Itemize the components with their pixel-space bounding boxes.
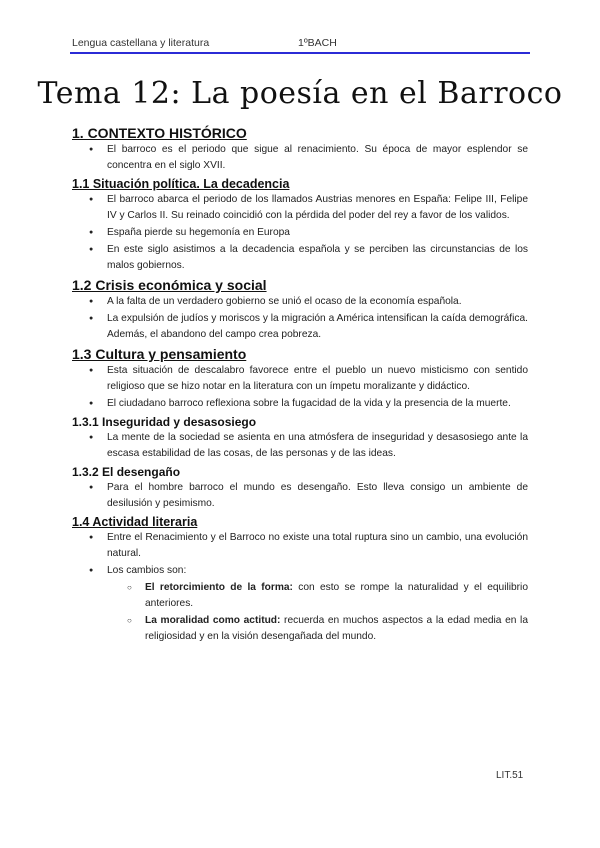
sublist-item [107, 613, 528, 645]
list-item: ● En este siglo asistimos a la decadencia española y se perciben las circunstancias de los malos gobiernos. [72, 242, 528, 274]
page-title: Tema 12: La poesía en el Barroco [37, 76, 563, 111]
heading-desengano: 1.3.2 El desengaño [72, 465, 181, 479]
heading-cultura-pensamiento: 1.3 Cultura y pensamiento [72, 346, 247, 362]
list-inseguridad [72, 430, 528, 462]
heading-inseguridad: 1.3.1 Inseguridad y desasosiego [72, 415, 257, 429]
sublist-term: La moralidad como actitud: [145, 615, 281, 626]
header-subject: Lengua castellana y literatura [72, 37, 210, 49]
page-number: LIT.51 [496, 770, 524, 781]
document-body [72, 124, 528, 646]
list-item-text: Los cambios son: [107, 565, 187, 576]
list-item: ● España pierde su hegemonía en Europa [72, 225, 528, 241]
list-item: ● A la falta de un verdadero gobierno se unió el ocaso de la economía española. [72, 294, 528, 310]
list-item: ● Entre el Renacimiento y el Barroco no existe una total ruptura sino un cambio, una evolución natural. [72, 530, 528, 562]
list-item: ● El barroco es el periodo que sigue al renacimiento. Su época de mayor esplendor se concentra en el siglo XVII. [72, 142, 528, 174]
list-desengano [72, 480, 528, 512]
list-item: ● Esta situación de descalabro favorece entre el pueblo un nuevo misticismo con sentido religioso que se hizo notar en la literatura con un ímpetu moralizante y didáctico. [72, 363, 528, 395]
list-item: ● La mente de la sociedad se asienta en una atmósfera de inseguridad y desasosiego ante la escasa estabilidad de las cosas, de las personas y de las ideas. [72, 430, 528, 462]
list-actividad-literaria [72, 530, 528, 645]
heading-actividad-literaria: 1.4 Actividad literaria [72, 515, 198, 529]
sublist-item [107, 580, 528, 612]
header-rule [70, 52, 530, 54]
sublist-text: recuerda en muchos aspectos a la edad media en la religiosidad y en la visión desengañada del mundo. [145, 615, 528, 642]
sublist-cambios [107, 580, 528, 645]
heading-situacion-politica: 1.1 Situación política. La decadencia [72, 177, 290, 191]
heading-crisis-economica: 1.2 Crisis económica y social [72, 277, 267, 293]
list-item: ● El barroco abarca el periodo de los llamados Austrias menores en España: Felipe III, Felipe IV y Carlos II. Su reinado coincidió con la pérdida del poder del rey a favor de los validos. [72, 192, 528, 224]
list-contexto [72, 142, 528, 174]
list-situacion-politica [72, 192, 528, 274]
list-cultura [72, 363, 528, 412]
list-item: ● La expulsión de judíos y moriscos y la migración a América intensifican la caída demográfica. Además, el abandono del campo crea pobreza. [72, 311, 528, 343]
heading-contexto-historico: 1. CONTEXTO HISTÓRICO [72, 125, 247, 141]
list-crisis [72, 294, 528, 343]
header-course: 1ºBACH [298, 37, 337, 49]
list-item [72, 563, 528, 645]
sublist-text: con esto se rompe la naturalidad y el equilibrio anteriores. [145, 582, 528, 609]
list-item: ● Para el hombre barroco el mundo es desengaño. Esto lleva consigo un ambiente de desilusión y pesimismo. [72, 480, 528, 512]
list-item: ● El ciudadano barroco reflexiona sobre la fugacidad de la vida y la presencia de la muerte. [72, 396, 528, 412]
sublist-term: El retorcimiento de la forma: [145, 582, 293, 593]
